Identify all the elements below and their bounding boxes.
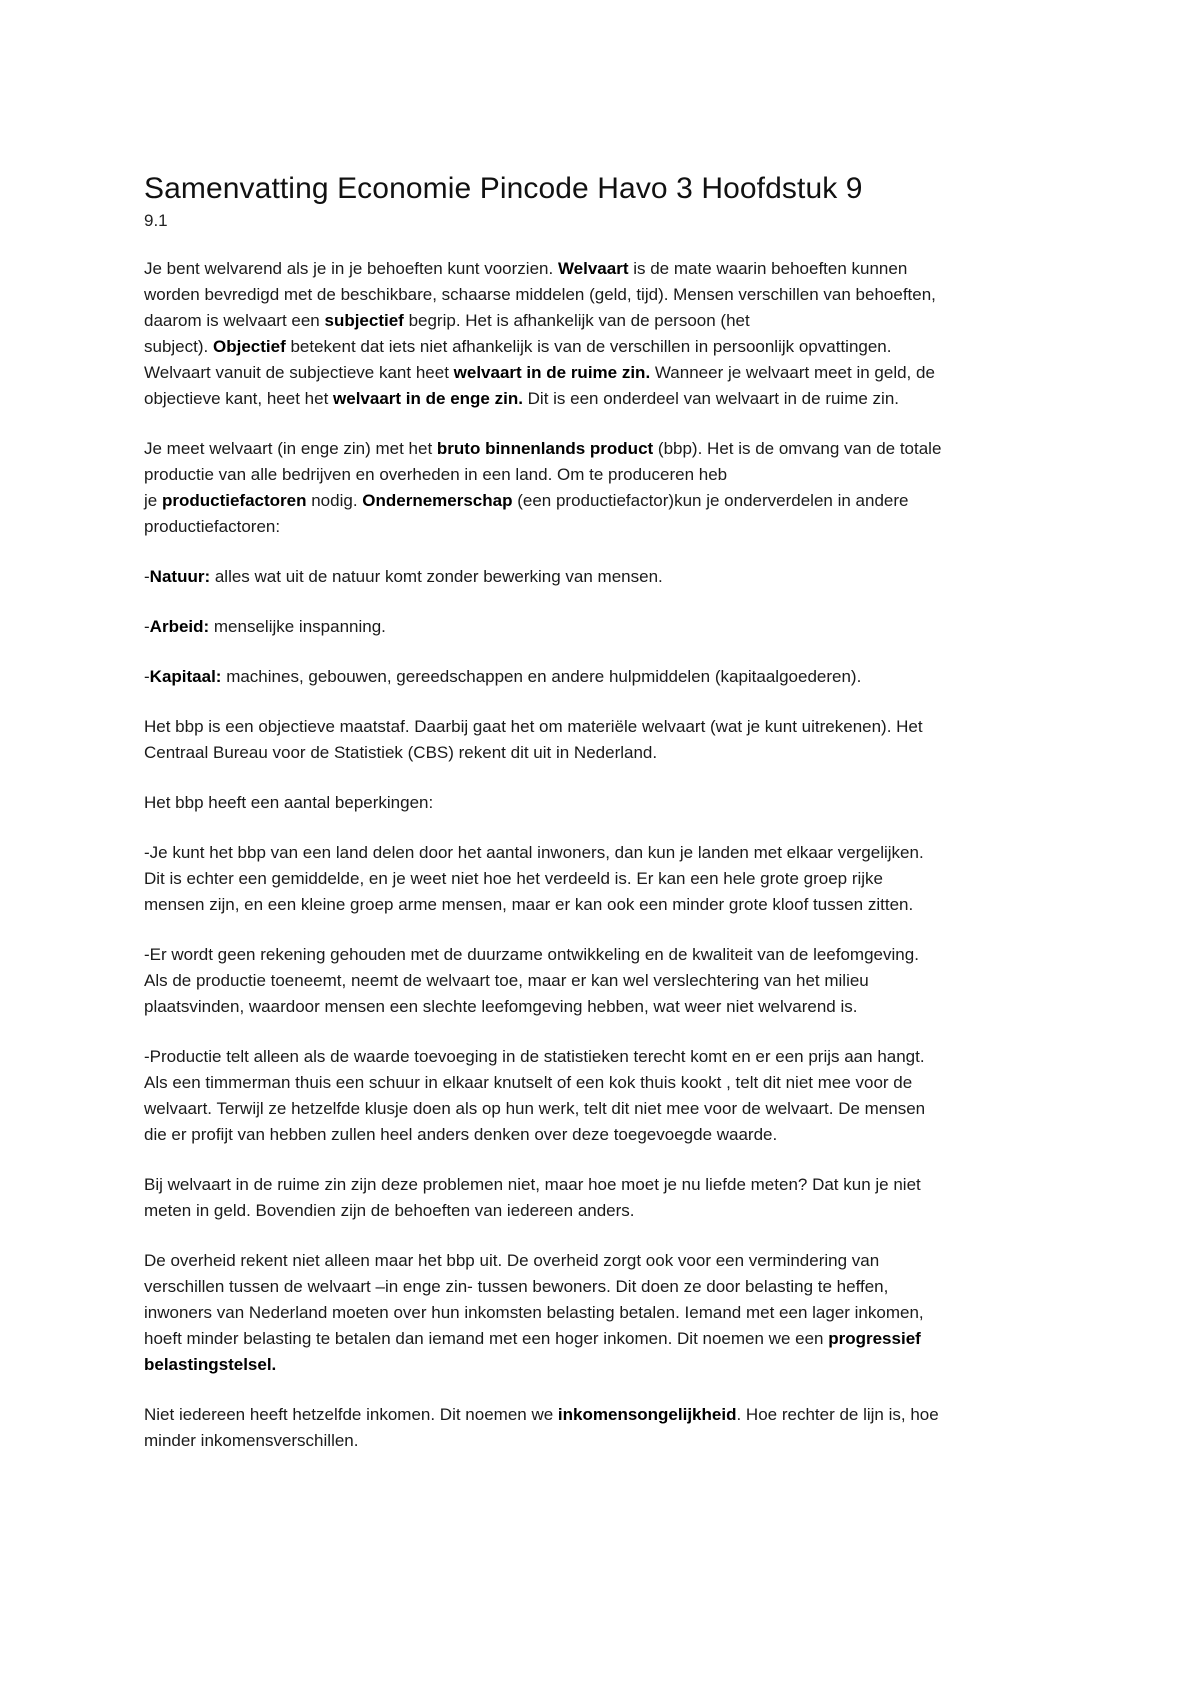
text-run: productie van alle bedrijven en overheden in een land. Om te produceren heb [144,465,728,484]
text-line [144,1070,1064,1096]
text-line [144,968,1064,994]
text-run: Bij welvaart in de ruime zin zijn deze problemen niet, maar hoe moet je nu liefde meten? Dat kun je niet [144,1175,921,1194]
text-line [144,514,1064,540]
text-run: betekent dat iets niet afhankelijk is van de verschillen in persoonlijk opvattingen. [285,337,892,356]
text-run: menselijke inspanning. [209,617,386,636]
bold-term: Ondernemerschap [362,491,513,510]
bold-term: productiefactoren [161,491,307,510]
text-line [144,334,1064,360]
text-run: is de mate waarin behoeften kunnen [628,259,908,278]
bold-term: Objectief [212,337,286,356]
text-line [144,1428,1064,1454]
bold-term: Arbeid: [149,617,210,636]
text-line [144,1326,1064,1352]
bold-term: subjectief [324,311,404,330]
paragraph [144,436,1064,540]
text-run: meten in geld. Bovendien zijn de behoeften van iedereen anders. [144,1201,635,1220]
text-line [144,1044,1064,1070]
text-line [144,360,1064,386]
text-line [144,386,1064,412]
text-line [144,994,1064,1020]
text-run: -Je kunt het bbp van een land delen door het aantal inwoners, dan kun je landen met elkaar vergelijken. [144,843,924,862]
bold-term: Natuur: [149,567,211,586]
document-title: Samenvatting Economie Pincode Havo 3 Hoofdstuk 9 [144,172,863,205]
text-run: Dit is echter een gemiddelde, en je weet niet hoe het verdeeld is. Er kan een hele grote groep rijke [144,869,884,888]
paragraph [144,1402,1064,1454]
text-line [144,1096,1064,1122]
text-run: hoeft minder belasting te betalen dan iemand met een hoger inkomen. Dit noemen we een [144,1329,829,1348]
text-run: minder inkomensverschillen. [144,1431,359,1450]
text-run: begrip. Het is afhankelijk van de persoon (het [403,311,750,330]
text-run: welvaart. Terwijl ze hetzelfde klusje doen als op hun werk, telt dit niet mee voor de welvaart. De mensen [144,1099,926,1118]
paragraph [144,1248,1064,1378]
bold-term: welvaart in de ruime zin. [453,363,651,382]
text-run: je [144,491,162,510]
text-run: Dit is een onderdeel van welvaart in de ruime zin. [522,389,900,408]
text-line [144,308,1064,334]
text-line [144,664,1064,690]
text-run: Centraal Bureau voor de Statistiek (CBS) rekent dit uit in Nederland. [144,743,658,762]
text-run: Je bent welvarend als je in je behoeften kunt voorzien. [144,259,558,278]
bold-term: belastingstelsel. [144,1355,277,1374]
paragraph [144,1172,1064,1224]
text-line [144,1402,1064,1428]
text-run: plaatsvinden, waardoor mensen een slechte leefomgeving hebben, wat weer niet welvarend is. [144,997,858,1016]
text-run: Het bbp is een objectieve maatstaf. Daarbij gaat het om materiële welvaart (wat je kunt uitrekenen). Het [144,717,923,736]
text-line [144,564,1064,590]
text-line [144,436,1064,462]
paragraph [144,564,1064,590]
text-line [144,740,1064,766]
text-line [144,488,1064,514]
text-line [144,840,1064,866]
text-run: . Hoe rechter de lijn is, hoe [736,1405,939,1424]
section-number: 9.1 [144,211,168,230]
text-line [144,462,1064,488]
text-run: - [144,667,150,686]
text-run: - [144,617,150,636]
text-line [144,614,1064,640]
text-line [144,282,1064,308]
paragraph [144,714,1064,766]
paragraph [144,256,1064,412]
paragraph [144,840,1064,918]
text-line [144,892,1064,918]
text-run: daarom is welvaart een [144,311,325,330]
text-run: Als een timmerman thuis een schuur in elkaar knutselt of een kok thuis kookt , telt dit niet mee voor de [144,1073,913,1092]
document-body [144,170,1064,1478]
text-run: productiefactoren: [144,517,281,536]
text-run: machines, gebouwen, gereedschappen en andere hulpmiddelen (kapitaalgoederen). [221,667,862,686]
paragraph [144,664,1064,690]
paragraph [144,942,1064,1020]
text-run: objectieve kant, heet het [144,389,334,408]
text-line [144,790,1064,816]
text-run: -Er wordt geen rekening gehouden met de duurzame ontwikkeling en de kwaliteit van de leefomgeving. [144,945,919,964]
text-run: worden bevredigd met de beschikbare, schaarse middelen (geld, tijd). Mensen verschillen van behoeften, [144,285,936,304]
text-run: Het bbp heeft een aantal beperkingen: [144,793,434,812]
text-run: Je meet welvaart (in enge zin) met het [144,439,437,458]
bold-term: welvaart in de enge zin. [333,389,523,408]
text-run: Niet iedereen heeft hetzelfde inkomen. Dit noemen we [144,1405,558,1424]
text-run: (een productiefactor)kun je onderverdelen in andere [512,491,909,510]
bold-term: progressief [828,1329,921,1348]
text-line [144,866,1064,892]
text-run: -Productie telt alleen als de waarde toevoeging in de statistieken terecht komt en er een prijs aan hangt. [144,1047,925,1066]
text-run: die er profijt van hebben zullen heel anders denken over deze toegevoegde waarde. [144,1125,778,1144]
text-run: alles wat uit de natuur komt zonder bewerking van mensen. [210,567,663,586]
paragraph [144,1044,1064,1148]
paragraph-list [144,256,1064,1454]
text-line [144,1172,1064,1198]
text-run: - [144,567,150,586]
text-run: mensen zijn, en een kleine groep arme mensen, maar er kan ook een minder grote kloof tussen zitten. [144,895,914,914]
text-line [144,1122,1064,1148]
text-run: inwoners van Nederland moeten over hun inkomsten belasting betalen. Iemand met een lager inkomen, [144,1303,924,1322]
text-run: (bbp). Het is de omvang van de totale [653,439,942,458]
text-line [144,942,1064,968]
text-line [144,256,1064,282]
bold-term: Kapitaal: [149,667,222,686]
bold-term: inkomensongelijkheid [557,1405,737,1424]
text-line [144,1248,1064,1274]
paragraph [144,614,1064,640]
text-line [144,1352,1064,1378]
text-run: subject). [144,337,213,356]
text-line [144,1300,1064,1326]
bold-term: bruto binnenlands product [436,439,654,458]
text-run: nodig. [306,491,363,510]
text-line [144,1198,1064,1224]
text-line [144,714,1064,740]
text-run: De overheid rekent niet alleen maar het bbp uit. De overheid zorgt ook voor een vermindering van [144,1251,880,1270]
text-run: Welvaart vanuit de subjectieve kant heet [144,363,454,382]
bold-term: Welvaart [557,259,629,278]
text-line [144,1274,1064,1300]
text-run: verschillen tussen de welvaart –in enge zin- tussen bewoners. Dit doen ze door belasting te heffen, [144,1277,889,1296]
paragraph [144,790,1064,816]
text-run: Als de productie toeneemt, neemt de welvaart toe, maar er kan wel verslechtering van het milieu [144,971,869,990]
text-run: Wanneer je welvaart meet in geld, de [650,363,935,382]
